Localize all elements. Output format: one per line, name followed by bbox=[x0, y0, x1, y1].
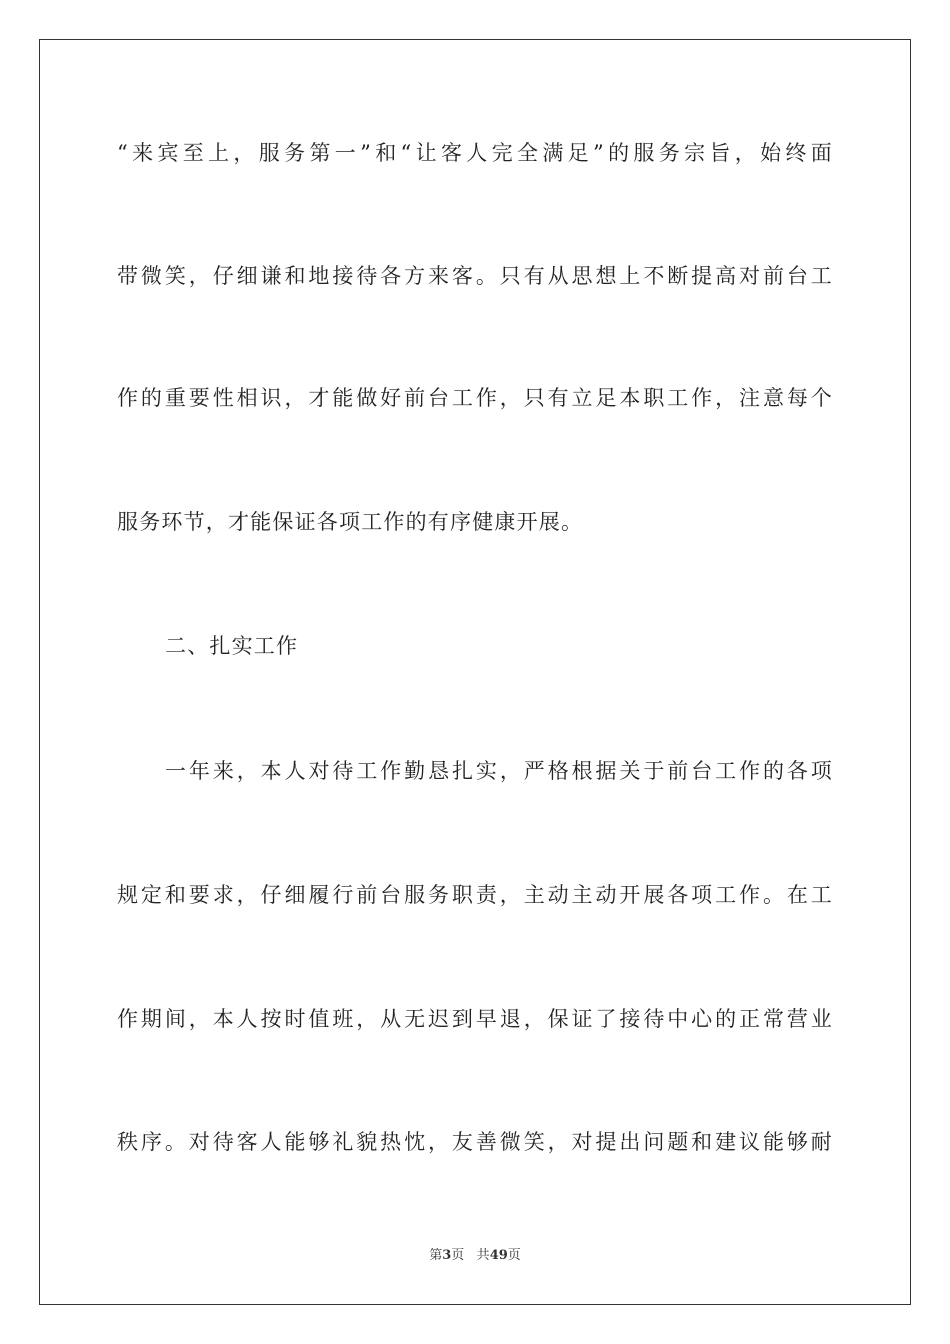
body-text-line: 规定和要求，仔细履行前台服务职责，主动主动开展各项工作。在工 bbox=[117, 883, 833, 907]
total-prefix: 共 bbox=[476, 1248, 490, 1263]
page-prefix: 第 bbox=[429, 1248, 443, 1263]
body-text-line: 作期间，本人按时值班，从无迟到早退，保证了接待中心的正常营业 bbox=[117, 1007, 833, 1031]
total-pages: 49 bbox=[489, 1248, 508, 1263]
page-suffix: 页 bbox=[451, 1248, 465, 1263]
body-text-line: 作的重要性相识，才能做好前台工作，只有立足本职工作，注意每个 bbox=[117, 386, 833, 410]
body-text-line: 秩序。对待客人能够礼貌热忱，友善微笑，对提出问题和建议能够耐 bbox=[117, 1130, 833, 1154]
body-text-line: 一年来，本人对待工作勤恳扎实，严格根据关于前台工作的各项 bbox=[165, 759, 833, 783]
body-text-line: “来宾至上，服务第一”和“让客人完全满足”的服务宗旨，始终面 bbox=[117, 141, 833, 165]
body-text-line: 带微笑，仔细谦和地接待各方来客。只有从思想上不断提高对前台工 bbox=[117, 264, 833, 288]
page-footer bbox=[0, 1247, 950, 1265]
total-suffix: 页 bbox=[507, 1248, 521, 1263]
page-border bbox=[39, 39, 911, 1305]
page-number: 3 bbox=[442, 1248, 452, 1263]
body-text-line: 服务环节，才能保证各项工作的有序健康开展。 bbox=[117, 510, 584, 534]
section-heading: 二、扎实工作 bbox=[165, 634, 299, 658]
